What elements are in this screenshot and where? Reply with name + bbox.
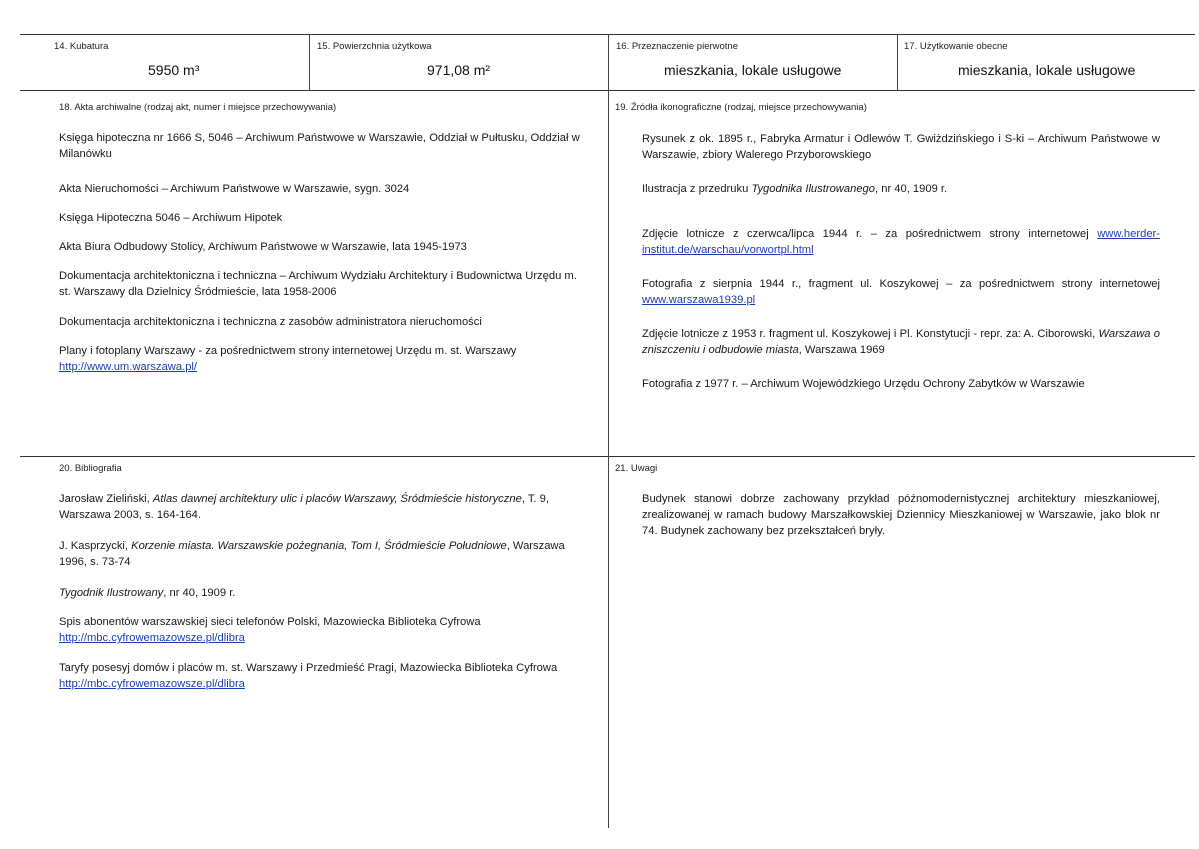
archive-entry: Księga Hipoteczna 5046 – Archiwum Hipotek [59, 212, 283, 224]
divider-15-16 [608, 34, 609, 90]
section20-label: 20. Bibliografia [59, 463, 122, 474]
kubatura-value: 5950 m³ [148, 62, 200, 78]
herder-institut-link[interactable]: www.herder-institut.de/warschau/vorwortpl.html [642, 228, 1160, 256]
bibliography-entry: Taryfy posesyj domów i placów m. st. Warszawy i Przedmieść Pragi, Mazowiecka Biblioteka Cyfrowa http://mbc.cyfrowemazowsze.pl/dlibra [59, 662, 558, 690]
bibliography-entry: Tygodnik Ilustrowany, nr 40, 1909 r. [59, 587, 236, 599]
archive-link-entry [59, 359, 589, 375]
divider-14-15 [309, 34, 310, 90]
section19-label: 19. Źródła ikonograficzne (rodzaj, miejsce przechowywania) [615, 102, 867, 113]
uwagi-text: Budynek stanowi dobrze zachowany przykład późnomodernistycznej architektury mieszkaniowej, zrealizowanej w ramach budowy Marszałkowskiej Dziennicy Mieszkaniowej w Warszawie, jako blok nr 74. Budynek zachowany bez przekształceń bryły. [642, 493, 1160, 537]
uzytkowanie-label: 17. Użytkowanie obecne [904, 41, 1008, 52]
archive-entry: Dokumentacja architektoniczna i techniczna z zasobów administratora nieruchomości [59, 316, 482, 328]
icon-source-entry: Zdjęcie lotnicze z czerwca/lipca 1944 r. – za pośrednictwem strony internetowej www.herder-institut.de/warschau/vorwortpl.html [642, 228, 1160, 256]
section21-label: 21. Uwagi [615, 463, 658, 474]
bibliography-entry: Spis abonentów warszawskiej sieci telefonów Polski, Mazowiecka Biblioteka Cyfrowa http://mbc.cyfrowemazowsze.pl/dlibra [59, 616, 481, 644]
przeznaczenie-label: 16. Przeznaczenie pierwotne [616, 41, 738, 52]
przeznaczenie-value: mieszkania, lokale usługowe [664, 62, 842, 78]
icon-source-entry: Fotografia z 1977 r. – Archiwum Wojewódzkiego Urzędu Ochrony Zabytków w Warszawie [642, 378, 1085, 390]
archive-entry: Akta Biura Odbudowy Stolicy, Archiwum Państwowe w Warszawie, lata 1945-1973 [59, 241, 467, 253]
bibliography-entry: Jarosław Zieliński, Atlas dawnej architektury ulic i placów Warszawy, Śródmieście historyczne, T. 9, Warszawa 2003, s. 164-164. [59, 493, 549, 521]
archive-entry: Plany i fotoplany Warszawy - za pośrednictwem strony internetowej Urzędu m. st. Warszawy [59, 345, 517, 357]
archive-entry: Dokumentacja architektoniczna i techniczna – Archiwum Wydziału Architektury i Budownictwa Urzędu m. st. Warszawy dla Dzielnicy Śródmieście, lata 1958-2006 [59, 270, 577, 298]
kubatura-label: 14. Kubatura [54, 41, 109, 52]
divider-main-vertical [608, 90, 609, 828]
uzytkowanie-value: mieszkania, lokale usługowe [958, 62, 1136, 78]
bibliography-entry: J. Kasprzycki, Korzenie miasta. Warszawskie pożegnania, Tom I, Śródmieście Południowe, Warszawa 1996, s. 73-74 [59, 540, 565, 568]
powierzchnia-value: 971,08 m² [427, 62, 491, 78]
section18-label: 18. Akta archiwalne (rodzaj akt, numer i miejsce przechowywania) [59, 102, 337, 113]
mbc-link[interactable]: http://mbc.cyfrowemazowsze.pl/dlibra [59, 678, 245, 690]
powierzchnia-label: 15. Powierzchnia użytkowa [317, 41, 432, 52]
icon-source-entry: Zdjęcie lotnicze z 1953 r. fragment ul. Koszykowej i Pl. Konstytucji - repr. za: A. Ciborowski, Warszawa o zniszczeniu i odbudowie miasta, Warszawa 1969 [642, 328, 1160, 356]
icon-source-entry: Fotografia z sierpnia 1944 r., fragment ul. Koszykowej – za pośrednictwem strony internetowej www.warszawa1939.pl [642, 278, 1160, 306]
archive-entry: Akta Nieruchomości – Archiwum Państwowe w Warszawie, sygn. 3024 [59, 183, 410, 195]
um-warszawa-link[interactable]: http://www.um.warszawa.pl/ [59, 361, 198, 373]
warszawa1939-link[interactable]: www.warszawa1939.pl [642, 294, 756, 306]
icon-source-entry: Ilustracja z przedruku Tygodnika Ilustrowanego, nr 40, 1909 r. [642, 183, 948, 195]
mbc-link[interactable]: http://mbc.cyfrowemazowsze.pl/dlibra [59, 632, 245, 644]
icon-source-entry: Rysunek z ok. 1895 r., Fabryka Armatur i Odlewów T. Gwiżdzińskiego i S-ki – Archiwum Państwowe w Warszawie, zbiory Walerego Przyborowskiego [642, 133, 1160, 161]
divider-16-17 [897, 34, 898, 90]
archive-entry: Księga hipoteczna nr 1666 S, 5046 – Archiwum Państwowe w Warszawie, Oddział w Pułtusku, Oddział w Milanówku [59, 132, 580, 160]
